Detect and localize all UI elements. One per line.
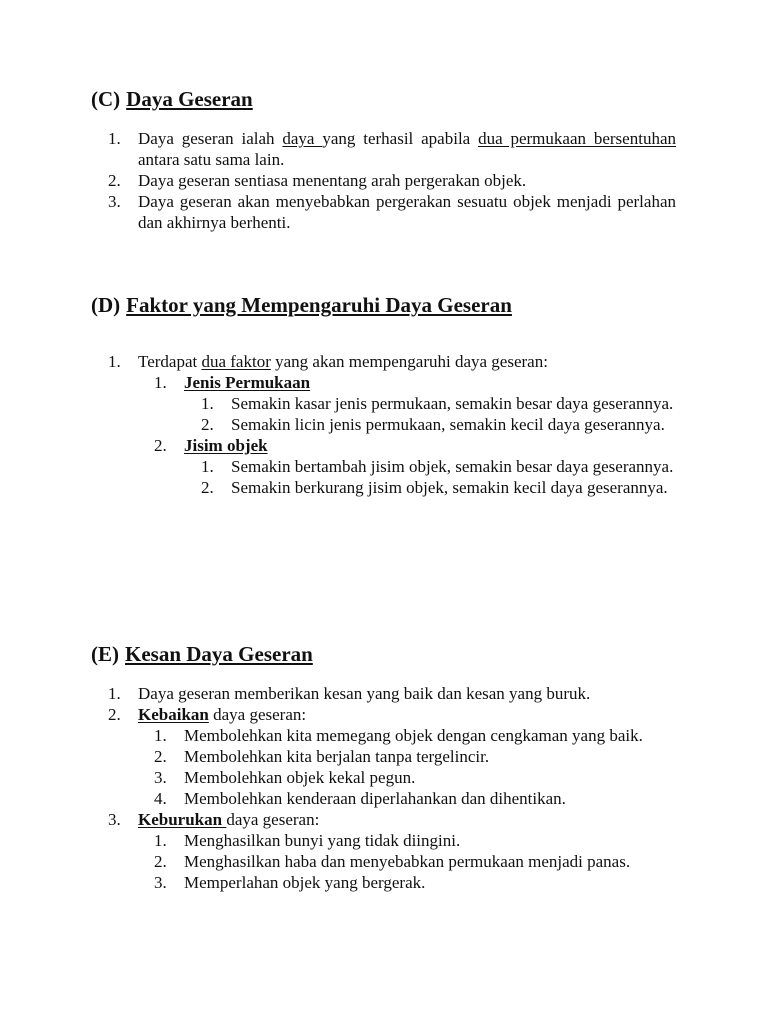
- item-text: Menghasilkan bunyi yang tidak diingini.: [184, 831, 461, 850]
- sub-list-item: [91, 435, 676, 456]
- section-c-title: Daya Geseran: [126, 87, 253, 111]
- list-item: [91, 704, 676, 725]
- item-text-pre: Daya geseran ialah: [138, 129, 283, 148]
- section-e-heading: [91, 641, 676, 667]
- list-number: 3.: [108, 810, 121, 829]
- disadvantage-title: Keburukan: [138, 810, 227, 829]
- item-text-post: daya geseran:: [226, 810, 320, 829]
- list-number: 1.: [108, 684, 121, 703]
- factor-title: Jenis Permukaan: [184, 373, 311, 392]
- item-text: Semakin kasar jenis permukaan, semakin besar daya geserannya.: [231, 394, 674, 413]
- sub-list-item: [91, 788, 676, 809]
- list-item: [91, 683, 676, 704]
- list-item: [91, 351, 676, 372]
- section-e-list: [91, 683, 676, 893]
- list-number: 1.: [154, 831, 167, 850]
- item-text: Menghasilkan haba dan menyebabkan permukaan menjadi panas.: [184, 852, 631, 871]
- list-number: 1.: [201, 457, 214, 476]
- item-text-underlined: dua faktor: [201, 352, 271, 371]
- list-item: [91, 128, 676, 170]
- item-text: Daya geseran sentiasa menentang arah pergerakan objek.: [138, 171, 527, 190]
- list-number: 3.: [154, 873, 167, 892]
- sub-list-item: [91, 725, 676, 746]
- list-number: 1.: [154, 726, 167, 745]
- section-d-label: (D): [91, 293, 121, 317]
- item-text: Membolehkan objek kekal pegun.: [184, 768, 416, 787]
- section-c-heading: [91, 86, 676, 112]
- item-text-post: antara satu sama lain.: [138, 150, 285, 169]
- sub-list-item: [91, 372, 676, 393]
- list-item: [91, 191, 676, 233]
- section-e-title: Kesan Daya Geseran: [125, 642, 313, 666]
- sub-sub-list-item: [91, 477, 676, 498]
- section-e-label: (E): [91, 642, 119, 666]
- sub-list-item: [91, 872, 676, 893]
- sub-list-item: [91, 851, 676, 872]
- item-text-underlined: daya: [282, 129, 323, 148]
- item-text-post: yang akan mempengaruhi daya geseran:: [270, 352, 548, 371]
- list-number: 3.: [154, 768, 167, 787]
- list-number: 2.: [154, 852, 167, 871]
- list-number: 2.: [154, 436, 167, 455]
- item-text: Membolehkan kita berjalan tanpa tergelincir.: [184, 747, 490, 766]
- section-c-list: [91, 128, 676, 233]
- list-number: 3.: [108, 192, 121, 211]
- section-d-title: Faktor yang Mempengaruhi Daya Geseran: [126, 293, 512, 317]
- item-text-pre: Terdapat: [138, 352, 202, 371]
- item-text: Membolehkan kenderaan diperlahankan dan dihentikan.: [184, 789, 566, 808]
- sub-sub-list-item: [91, 414, 676, 435]
- section-c-label: (C): [91, 87, 121, 111]
- section-d-list: [91, 351, 676, 498]
- item-text-mid: yang terhasil apabila: [322, 129, 479, 148]
- item-text: Daya geseran akan menyebabkan pergerakan sesuatu objek menjadi perlahan dan akhirnya berhenti.: [138, 192, 676, 232]
- item-text: Memperlahan objek yang bergerak.: [184, 873, 426, 892]
- sub-list-item: [91, 767, 676, 788]
- sub-list-item: [91, 746, 676, 767]
- list-number: 4.: [154, 789, 167, 808]
- list-number: 1.: [154, 373, 167, 392]
- list-number: 1.: [201, 394, 214, 413]
- item-text: Semakin berkurang jisim objek, semakin kecil daya geserannya.: [231, 478, 668, 497]
- advantage-title: Kebaikan: [138, 705, 209, 724]
- section-c: [91, 86, 676, 112]
- list-number: 2.: [201, 415, 214, 434]
- list-number: 1.: [108, 352, 121, 371]
- item-text-underlined: dua permukaan bersentuhan: [478, 129, 676, 148]
- list-number: 2.: [108, 171, 121, 190]
- sub-list-item: [91, 830, 676, 851]
- item-text-post: daya geseran:: [208, 705, 307, 724]
- section-d: [91, 292, 676, 318]
- sub-sub-list-item: [91, 456, 676, 477]
- item-text: Membolehkan kita memegang objek dengan cengkaman yang baik.: [184, 726, 643, 745]
- item-text: Semakin bertambah jisim objek, semakin besar daya geserannya.: [231, 457, 674, 476]
- section-e: [91, 641, 676, 667]
- list-number: 1.: [108, 129, 121, 148]
- list-number: 2.: [108, 705, 121, 724]
- list-item: [91, 809, 676, 830]
- list-number: 2.: [154, 747, 167, 766]
- list-number: 2.: [201, 478, 214, 497]
- list-item: [91, 170, 676, 191]
- item-text: Semakin licin jenis permukaan, semakin kecil daya geserannya.: [231, 415, 665, 434]
- item-text: Daya geseran memberikan kesan yang baik dan kesan yang buruk.: [138, 684, 591, 703]
- factor-title: Jisim objek: [184, 436, 268, 455]
- section-d-heading: [91, 292, 676, 318]
- sub-sub-list-item: [91, 393, 676, 414]
